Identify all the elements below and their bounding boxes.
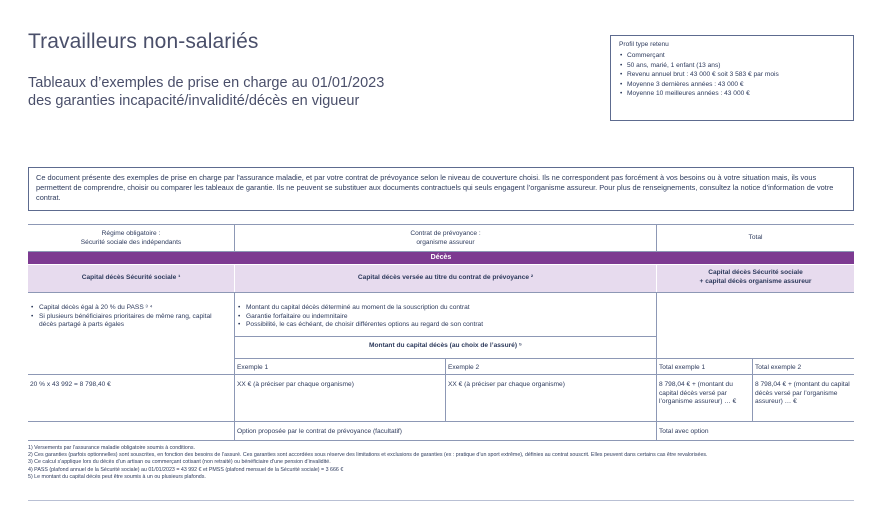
table-rule	[28, 224, 854, 225]
contrat-bullet: • Montant du capital décès déterminé au moment de la souscription du contrat	[237, 304, 652, 313]
subheader-capital-ss: Capital décès Sécurité sociale ¹	[28, 265, 234, 292]
contrat-bullets	[237, 304, 652, 330]
option-total: Total avec option	[659, 428, 709, 435]
profile-item: • Revenu annuel brut : 43 000 € soit 3 583 € par mois	[619, 70, 845, 80]
header-contrat-line1: Contrat de prévoyance :	[410, 230, 481, 237]
footnote: 3) Ce calcul s’applique lors du décès d’un artisan ou commerçant cotisant (non retraité) ou bénéficiaire d’une pension d’invalidité.	[28, 459, 331, 466]
page-title: Travailleurs non-salariés	[28, 30, 259, 53]
option-label: Option proposée par le contrat de prévoyance (facultatif)	[237, 428, 402, 435]
ss-bullets	[30, 304, 230, 330]
table-col-rule	[656, 292, 657, 440]
example-1-header: Exemple 1	[237, 364, 269, 371]
header-regime	[28, 230, 234, 247]
total-example-2-value: 8 798,04 € + (montant du capital décès versé par l’organisme assureur) … €	[755, 381, 850, 406]
profile-title: Profil type retenu	[619, 41, 669, 48]
table-rule	[235, 336, 656, 337]
example-2-header: Exemple 2	[448, 364, 480, 371]
total-example-1-header: Total exemple 1	[659, 364, 706, 371]
footer-rule	[28, 500, 854, 501]
table-col-rule	[445, 358, 446, 421]
table-col-rule	[234, 292, 235, 440]
profile-box	[610, 35, 854, 121]
footnote: 4) PASS (plafond annuel de la Sécurité sociale) au 01/01/2023 = 43 992 € et PMSS (plafond mensuel de la Sécurité sociale) = 3 666 €	[28, 466, 344, 473]
contrat-bullet: • Garantie forfaitaire ou indemnitaire	[237, 313, 652, 322]
table-col-rule	[234, 224, 235, 251]
header-contrat	[235, 230, 656, 247]
footnote: 5) Le montant du capital décès peut être soumis à un ou plusieurs plafonds.	[28, 473, 206, 480]
subheader-total-line2: + capital décès organisme assureur	[699, 277, 812, 285]
table-col-rule	[656, 224, 657, 251]
subtitle-line-1: Tableaux d’exemples de prise en charge au 01/01/2023	[28, 75, 385, 91]
footnote: 2) Ces garanties (parfois optionnelles) sont souscrites, en fonction des besoins de l’assuré. Ces garanties sont accordées sous réserve des limitations et exclusions de garanties (ex : pratique d’un sport extrême), définies au contrat souscrit. Elles peuvent dans certains cas être revalorisées.	[28, 452, 708, 459]
subheader-capital-contrat: Capital décès versée au titre du contrat de prévoyance ²	[235, 265, 656, 292]
subheader-capital-total	[657, 265, 854, 292]
example-1-value: XX € (à préciser par chaque organisme)	[237, 381, 354, 388]
footnotes	[28, 445, 854, 481]
example-2-value: XX € (à préciser par chaque organisme)	[448, 381, 565, 388]
profile-item: • Moyenne 3 dernières années : 43 000 €	[619, 80, 845, 90]
table-rule	[28, 251, 854, 252]
header-regime-line2: Sécurité sociale des indépendants	[80, 238, 182, 246]
header-regime-line1: Régime obligatoire :	[101, 230, 161, 237]
profile-list	[619, 51, 845, 99]
table-rule	[28, 292, 854, 293]
header-contrat-line2: organisme assureur	[416, 238, 475, 246]
montant-header: Montant du capital décès (au choix de l’assuré) ⁵	[369, 342, 522, 349]
coverage-table	[28, 224, 854, 442]
table-rule	[28, 421, 854, 422]
table-col-rule	[752, 358, 753, 421]
subheader-total-line1: Capital décès Sécurité sociale	[708, 269, 803, 276]
profile-item: • Moyenne 10 meilleures années : 43 000 €	[619, 89, 845, 99]
header-total: Total	[748, 234, 763, 241]
section-deces: Décès	[28, 252, 854, 264]
total-example-2-header: Total exemple 2	[755, 364, 802, 371]
intro-box: Ce document présente des exemples de prise en charge par l’assurance maladie, et par votre contrat de prévoyance selon le niveau de couverture choisi. Ils ne correspondent pas forcément à vos besoins ou à votre situation mais, ils vous permettent de comprendre, choisir ou comparer les tableaux de garantie. Ils ne peuvent se substituer aux documents contractuels qui seuls engagent l’organisme assureur. Pour plus de renseignements, consultez la notice d’information de votre contrat.	[28, 167, 854, 211]
footnote: 1) Versements par l’assurance maladie obligatoire soumis à conditions.	[28, 445, 195, 451]
profile-item: • 50 ans, marié, 1 enfant (13 ans)	[619, 61, 845, 71]
table-rule	[28, 440, 854, 441]
table-rule	[28, 374, 854, 375]
ss-bullet: • Capital décès égal à 20 % du PASS ³ ⁴	[30, 304, 230, 313]
page-subtitle	[28, 74, 448, 110]
table-rule	[235, 358, 854, 359]
profile-item: • Commerçant	[619, 51, 845, 61]
ss-bullet: • Si plusieurs bénéficiaires prioritaires de même rang, capital décès partagé à parts égales	[30, 313, 230, 330]
subtitle-line-2: des garanties incapacité/invalidité/décès en vigueur	[28, 93, 360, 109]
capital-calc: 20 % x 43 992 = 8 798,40 €	[30, 381, 111, 388]
contrat-bullet: • Possibilité, le cas échéant, de choisir différentes options au regard de son contrat	[237, 321, 652, 330]
total-example-1-value: 8 798,04 € + (montant du capital décès versé par l’organisme assureur) … €	[659, 381, 737, 406]
